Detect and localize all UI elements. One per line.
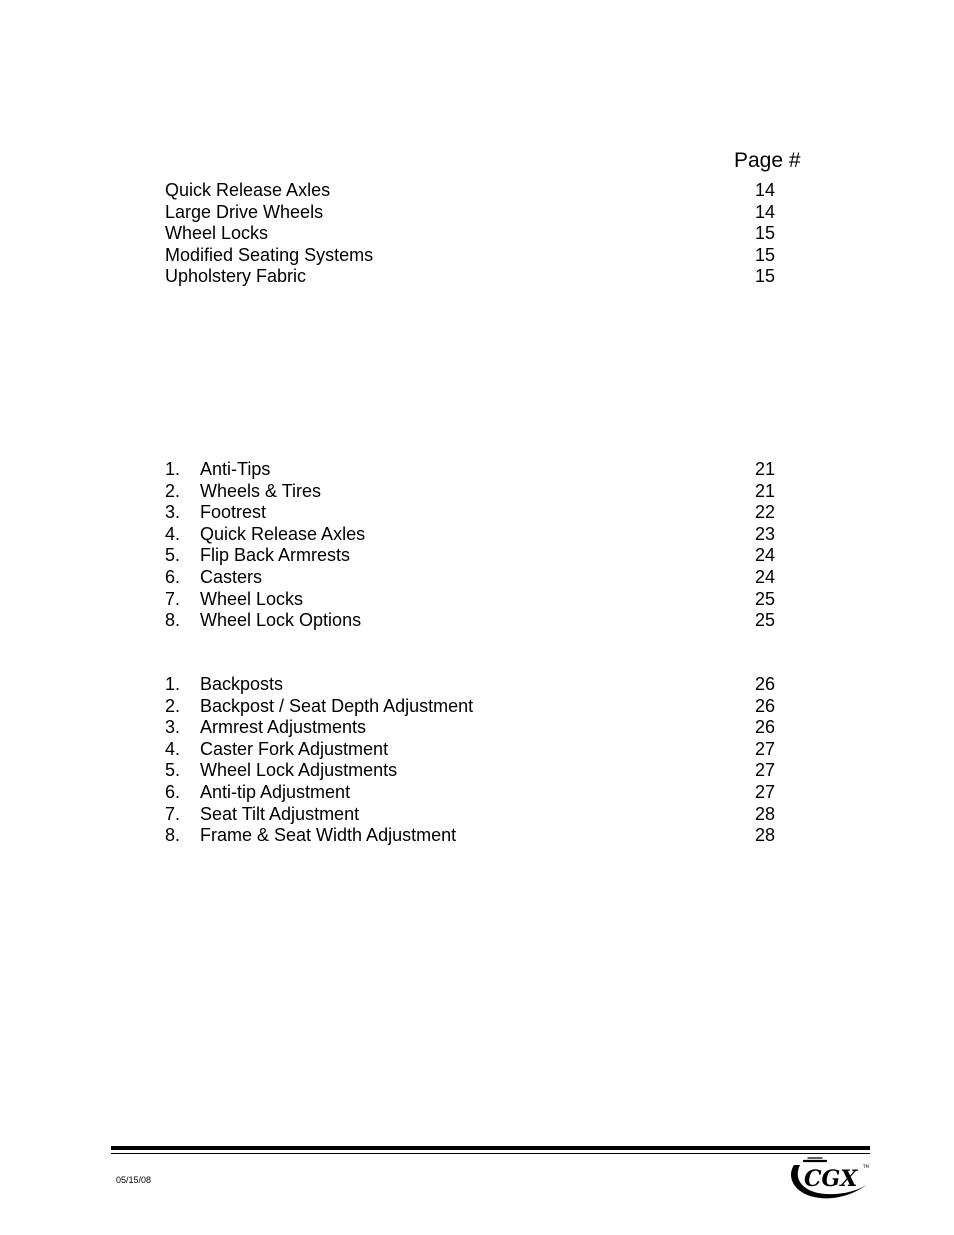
toc-item-page: 22 xyxy=(755,502,776,523)
toc-item-label: Frame & Seat Width Adjustment xyxy=(200,825,457,846)
toc-item-number: 5. xyxy=(165,545,181,566)
toc-item-number: 8. xyxy=(165,610,181,631)
page-column-header: Page # xyxy=(734,149,801,172)
toc-item-page: 26 xyxy=(755,674,776,694)
toc-item-label: Modified Seating Systems xyxy=(165,244,374,265)
toc-row xyxy=(165,717,805,739)
toc-row xyxy=(165,610,805,632)
toc-item-label: Wheel Locks xyxy=(165,223,269,244)
toc-item-number: 8. xyxy=(165,825,181,846)
toc-row xyxy=(165,502,805,524)
toc-item-number: 4. xyxy=(165,738,181,759)
toc-row xyxy=(165,674,805,696)
footer-rule-thin xyxy=(111,1153,870,1154)
toc-item-label: Backpost / Seat Depth Adjustment xyxy=(200,695,474,716)
toc-item-page: 25 xyxy=(755,610,776,631)
toc-row xyxy=(165,567,805,589)
footer-rule-thick xyxy=(111,1146,870,1150)
toc-item-label: Footrest xyxy=(200,502,267,523)
toc-row xyxy=(165,760,805,782)
toc-item-page: 14 xyxy=(755,180,776,200)
toc-row xyxy=(165,545,805,567)
toc-item-page: 15 xyxy=(755,266,776,287)
toc-item-page: 23 xyxy=(755,523,776,544)
toc-item-page: 14 xyxy=(755,201,776,222)
toc-row xyxy=(165,782,805,804)
toc-row xyxy=(165,223,805,245)
toc-item-number: 1. xyxy=(165,459,181,479)
toc-item-number: 2. xyxy=(165,480,181,501)
toc-item-label: Flip Back Armrests xyxy=(200,545,351,566)
toc-item-number: 3. xyxy=(165,502,181,523)
toc-item-label: Upholstery Fabric xyxy=(165,266,307,287)
toc-row xyxy=(165,245,805,267)
svg-text:CGX: CGX xyxy=(804,1166,858,1192)
toc-item-page: 25 xyxy=(755,588,776,609)
toc-item-page: 26 xyxy=(755,695,776,716)
toc-row xyxy=(165,739,805,761)
toc-item-page: 26 xyxy=(755,717,776,738)
toc-item-number: 1. xyxy=(165,674,181,694)
toc-row xyxy=(165,266,805,288)
toc-item-label: Wheel Locks xyxy=(200,588,304,609)
toc-item-label: Casters xyxy=(200,566,263,587)
toc-row xyxy=(165,459,805,481)
toc-item-number: 3. xyxy=(165,717,181,738)
toc-row xyxy=(165,825,805,847)
toc-row xyxy=(165,589,805,611)
toc-item-label: Anti-tip Adjustment xyxy=(200,781,351,802)
toc-item-label: Large Drive Wheels xyxy=(165,201,324,222)
toc-item-label: Wheel Lock Adjustments xyxy=(200,760,398,781)
toc-item-number: 6. xyxy=(165,566,181,587)
toc-item-page: 28 xyxy=(755,803,776,824)
toc-item-page: 21 xyxy=(755,480,776,501)
toc-item-label: Quick Release Axles xyxy=(200,523,366,544)
toc-section-features xyxy=(165,180,805,288)
toc-item-label: Anti-Tips xyxy=(200,459,271,479)
toc-item-label: Backposts xyxy=(200,674,284,694)
toc-row xyxy=(165,180,805,202)
toc-item-page: 24 xyxy=(755,545,776,566)
toc-item-number: 4. xyxy=(165,523,181,544)
toc-row xyxy=(165,804,805,826)
toc-row xyxy=(165,202,805,224)
toc-item-page: 27 xyxy=(755,781,776,802)
footer-date: 05/15/08 xyxy=(116,1175,152,1185)
toc-section-options xyxy=(165,459,805,632)
toc-item-label: Caster Fork Adjustment xyxy=(200,738,389,759)
toc-item-page: 27 xyxy=(755,760,776,781)
toc-item-page: 21 xyxy=(755,459,776,479)
toc-item-page: 28 xyxy=(755,825,776,846)
toc-item-label: Quick Release Axles xyxy=(165,180,331,200)
toc-item-page: 27 xyxy=(755,738,776,759)
toc-item-page: 15 xyxy=(755,244,776,265)
toc-item-page: 15 xyxy=(755,223,776,244)
toc-item-page: 24 xyxy=(755,566,776,587)
toc-item-number: 5. xyxy=(165,760,181,781)
toc-item-label: Wheel Lock Options xyxy=(200,610,362,631)
toc-item-number: 2. xyxy=(165,695,181,716)
toc-section-adjustments xyxy=(165,674,805,847)
toc-row xyxy=(165,524,805,546)
toc-item-label: Armrest Adjustments xyxy=(200,717,367,738)
toc-item-label: Seat Tilt Adjustment xyxy=(200,803,360,824)
toc-item-label: Wheels & Tires xyxy=(200,480,322,501)
toc-item-number: 6. xyxy=(165,781,181,802)
toc-item-number: 7. xyxy=(165,588,181,609)
toc-item-number: 7. xyxy=(165,803,181,824)
svg-text:TM: TM xyxy=(863,1164,869,1169)
cgx-logo xyxy=(786,1155,872,1201)
toc-row xyxy=(165,696,805,718)
toc-row xyxy=(165,481,805,503)
